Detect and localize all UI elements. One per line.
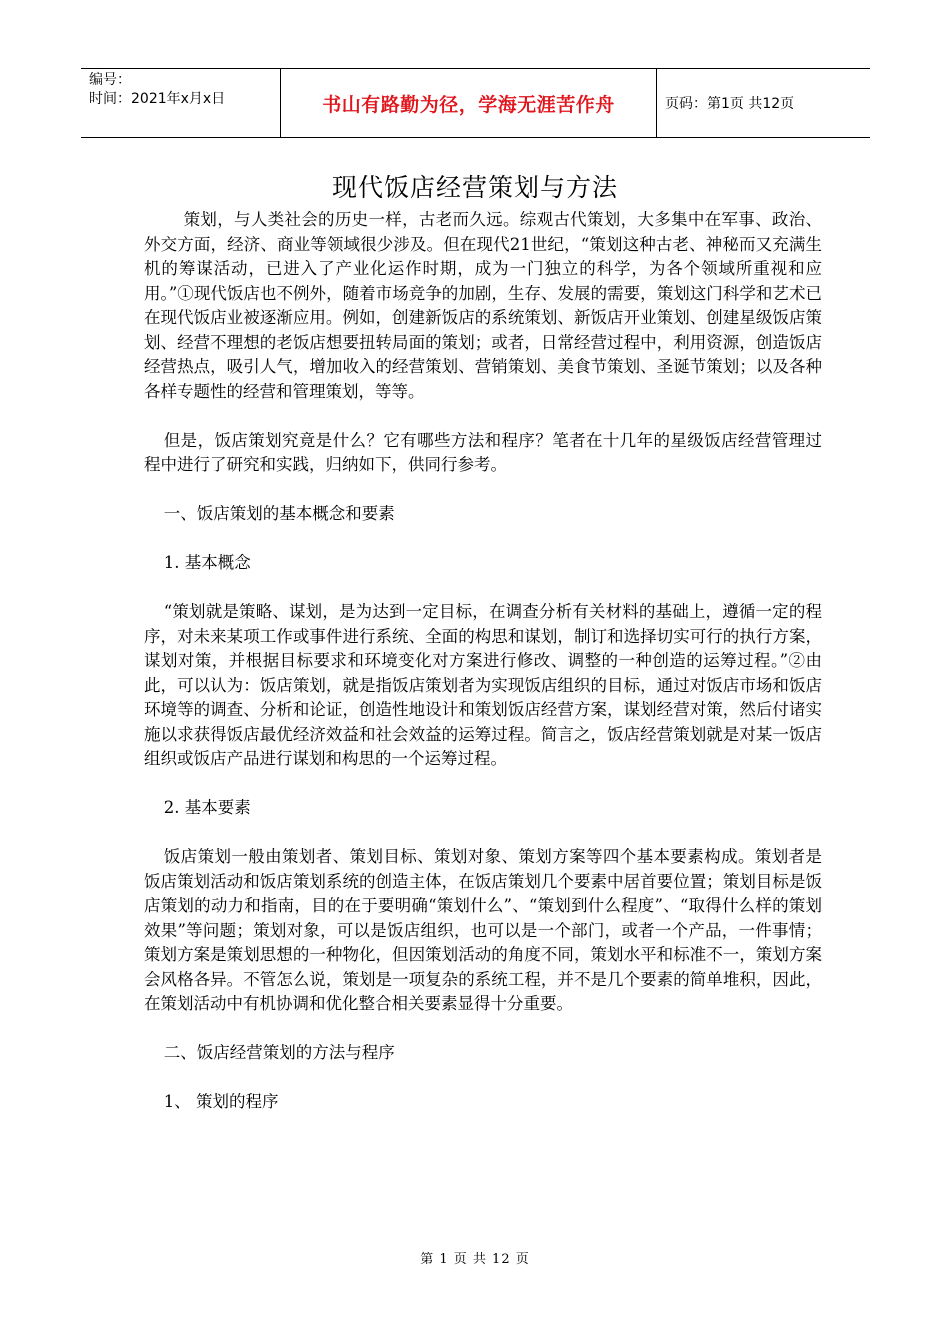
- paragraph-intro: 策划，与人类社会的历史一样，古老而久远。综观古代策划，大多集中在军事、政治、外交方面，经济、商业等领域很少涉及。但在现代21世纪，“策划这种古老、神秘而又充满生机的筹谋活动，已进入了产业化运作时期，成为一门独立的科学，为各个领域所重视和应用。”①现代饭店也不例外，随着市场竞争的加剧，生存、发展的需要，策划这门科学和艺术已在现代饭店业被逐渐应用。例如，创建新饭店的系统策划、新饭店开业策划、创建星级饭店策划、经营不理想的老饭店想要扭转局面的策划；或者，日常经营过程中，利用资源，创造饭店经营热点，吸引人气，增加收入的经营策划、营销策划、美食节策划、圣诞节策划；以及各种各样专题性的经营和管理策划，等等。: [144, 210, 822, 401]
- document-body: [144, 208, 822, 1115]
- document-title: 现代饭店经营策划与方法: [331, 173, 618, 202]
- header-table: [81, 68, 870, 138]
- paragraph-elements: 饭店策划一般由策划者、策划目标、策划对象、策划方案等四个基本要素构成。策划者是饭店策划活动和饭店策划系统的创造主体，在饭店策划几个要素中居首要位置；策划目标是饭店策划的动力和指南，目的在于要明确“策划什么”、“策划到什么程度”、“取得什么样的策划效果”等问题；策划对象，可以是饭店组织，也可以是一个部门，或者一个产品，一件事情；策划方案是策划思想的一种物化，但因策划活动的角度不同，策划水平和标准不一，策划方案会风格各异。不管怎么说，策划是一项复杂的系统工程，并不是几个要素的简单堆积，因此，在策划活动中有机协调和优化整合相关要素显得十分重要。: [144, 847, 822, 1013]
- header-motto: 书山有路勤为径，学海无涯苦作舟: [281, 69, 657, 137]
- subsection-heading-1-2: 2. 基本要素: [163, 798, 251, 817]
- section-heading-2: 二、饭店经营策划的方法与程序: [163, 1043, 395, 1062]
- paragraph-concept: “策划就是策略、谋划，是为达到一定目标，在调查分析有关材料的基础上，遵循一定的程序，对未来某项工作或事件进行系统、全面的构思和谋划，制订和选择切实可行的执行方案，谋划对策，并根据目标要求和环境变化对方案进行修改、调整的一种创造的运筹过程。”②由此，可以认为：饭店策划，就是指饭店策划者为实现饭店组织的目标，通过对饭店市场和饭店环境等的调查、分析和论证，创造性地设计和策划饭店经营方案，谋划经营对策，然后付诸实施以求获得饭店最优经济效益和社会效益的运筹过程。简言之，饭店经营策划就是对某一饭店组织或饭店产品进行谋划和构思的一个运筹过程。: [144, 602, 822, 768]
- subsection-heading-1-1: 1. 基本概念: [163, 553, 251, 572]
- paragraph-question: 但是，饭店策划究竟是什么？它有哪些方法和程序？笔者在十几年的星级饭店经营管理过程中进行了研究和实践，归纳如下，供同行参考。: [144, 430, 822, 474]
- header-page-info: 页码：第1页 共12页: [665, 96, 795, 112]
- doc-date-label: 时间：2021年x月x日: [89, 91, 226, 107]
- section-heading-1: 一、饭店策划的基本概念和要素: [163, 504, 395, 523]
- page-footer: 第 1 页 共 12 页: [420, 1252, 530, 1267]
- doc-number-label: 编号：: [89, 72, 131, 88]
- header-left-cell: [81, 69, 281, 137]
- subsection-heading-2-1: 1、 策划的程序: [163, 1092, 279, 1111]
